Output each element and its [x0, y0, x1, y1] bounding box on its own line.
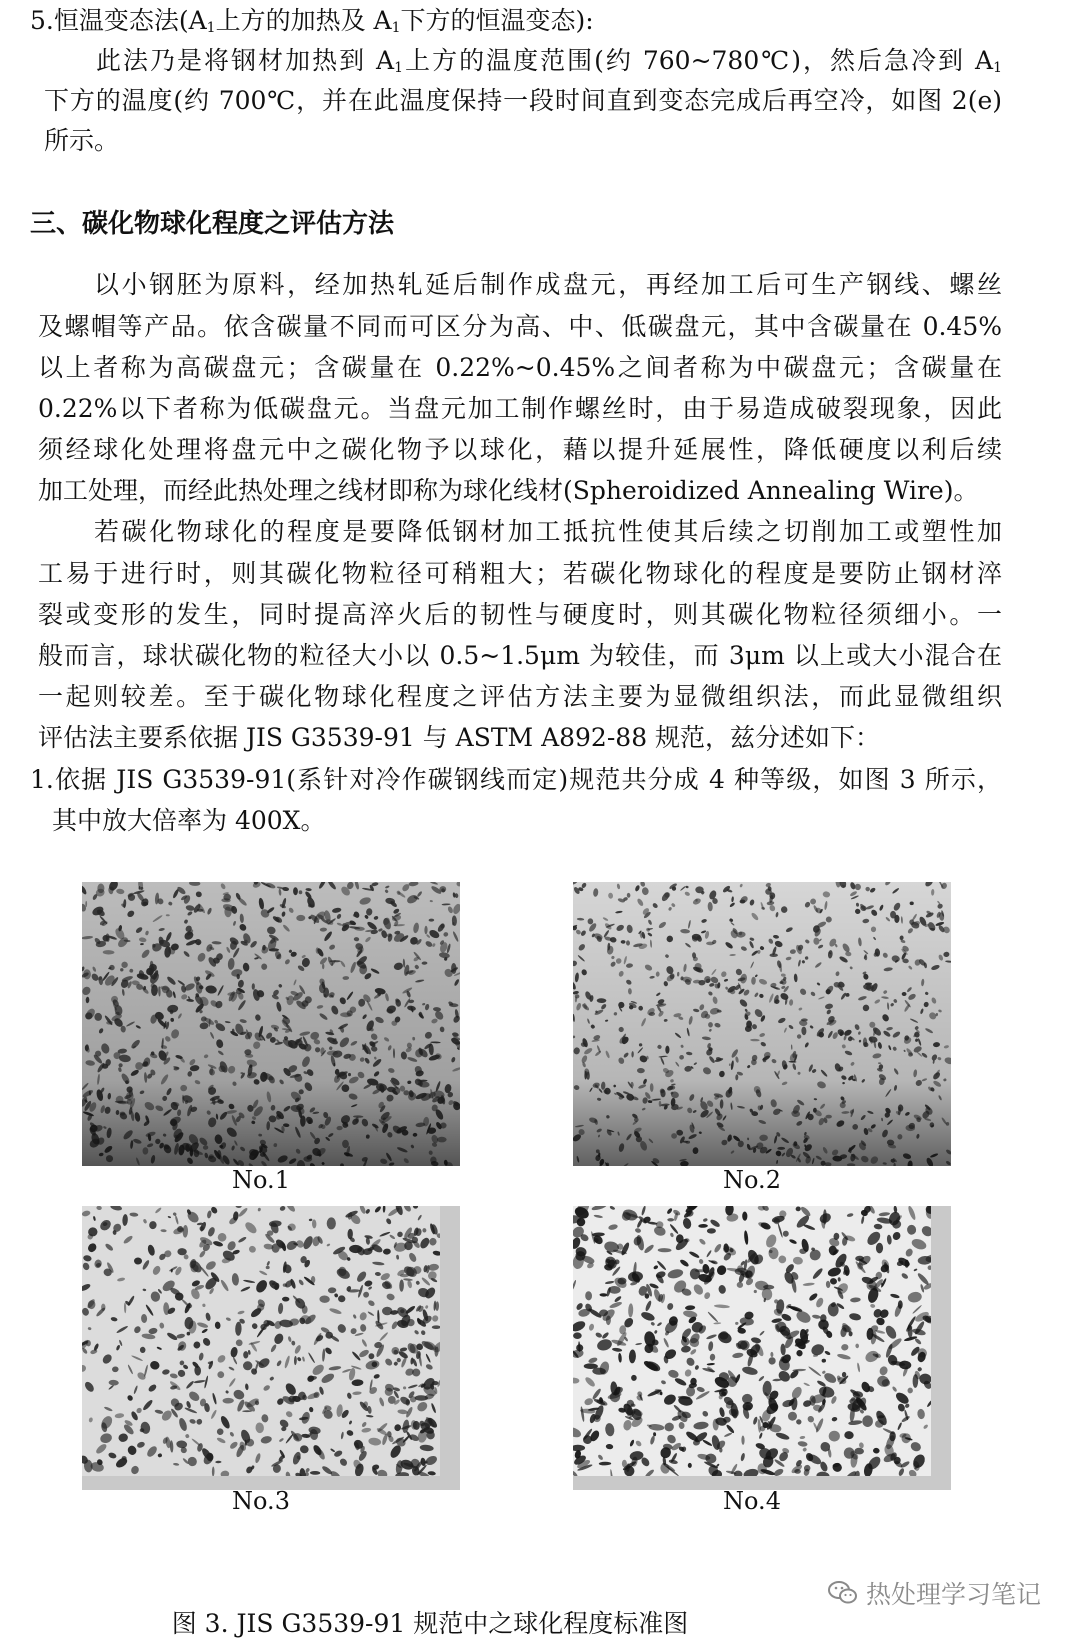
- carbide-particle: [573, 1332, 582, 1339]
- section5-paragraph-line: 下方的温度(约 700℃，并在此温度保持一段时间直到变态完成后再空冷，如图 2(e): [44, 86, 1002, 115]
- paragraph-line: 工易于进行时，则其碳化物粒径可稍粗大；若碳化物球化的程度是要防止钢材淬: [38, 559, 1002, 588]
- paragraph-line: 裂或变形的发生，同时提高淬火后的韧性与硬度时，则其碳化物粒径须细小。一: [38, 600, 1002, 629]
- carbide-particle: [829, 1431, 840, 1442]
- micrograph-no4: [573, 1206, 951, 1490]
- figure-label: No.4: [723, 1487, 781, 1515]
- carbide-particle: [382, 1307, 392, 1316]
- section5-title: 5.恒温变态法($A_1$上方的加热及 $A_1$下方的恒温变态):: [30, 6, 594, 36]
- section5-paragraph-line: 此法乃是将钢材加热到 $A_1$上方的温度范围(约 760~780℃)，然后急冷到 $A_1$: [96, 46, 1002, 76]
- section5-paragraph-line: 所示。: [44, 126, 120, 155]
- paragraph-line: 0.22%以下者称为低碳盘元。当盘元加工制作螺丝时，由于易造成破裂现象，因此: [38, 394, 1002, 423]
- micrograph-no1: [82, 882, 460, 1166]
- figure-caption: 图 3. JIS G3539-91 规范中之球化程度标准图: [171, 1609, 689, 1638]
- paragraph-line: 及螺帽等产品。依含碳量不同而可区分为高、中、低碳盘元，其中含碳量在 0.45%: [38, 312, 1002, 341]
- carbide-particle: [667, 1218, 674, 1221]
- paragraph-line: 以上者称为高碳盘元；含碳量在 0.22%~0.45%之间者称为中碳盘元；含碳量在: [38, 353, 1002, 382]
- carbide-particle: [656, 1221, 664, 1228]
- figure-label: No.1: [232, 1166, 290, 1194]
- paragraph-line: 须经球化处理将盘元中之碳化物予以球化，藉以提升延展性，降低硬度以利后续: [38, 435, 1002, 464]
- watermark-text: 热处理学习笔记: [866, 1580, 1042, 1609]
- paragraph-line: 以小钢胚为原料，经加热轧延后制作成盘元，再经加工后可生产钢线、螺丝: [94, 270, 1002, 299]
- paragraph-line: 般而言，球状碳化物的粒径大小以 0.5~1.5μm 为较佳，而 3μm 以上或大小混合在: [38, 641, 1002, 670]
- paragraph-line: 评估法主要系依据 JIS G3539-91 与 ASTM A892-88 规范，兹分述如下：: [38, 723, 881, 752]
- wechat-icon: [828, 1580, 858, 1606]
- carbide-particle: [898, 1300, 903, 1309]
- figure-label: No.3: [232, 1487, 290, 1515]
- list-item-line: 1.依据 JIS G3539-91(系针对冷作碳钢线而定)规范共分成 4 种等级，如图 3 所示，: [30, 765, 1002, 794]
- micrograph-no2: [573, 882, 951, 1166]
- carbide-particle: [794, 1469, 801, 1474]
- list-item-line: 其中放大倍率为 400X。: [52, 806, 326, 835]
- micrograph-no3: [82, 1206, 460, 1490]
- figure-label: No.2: [723, 1166, 781, 1194]
- paragraph-line: 加工处理，而经此热处理之线材即称为球化线材(Spheroidized Annealing Wire)。: [38, 476, 979, 505]
- carbide-particle: [862, 1415, 873, 1427]
- paragraph-line: 一起则较差。至于碳化物球化程度之评估方法主要为显微组织法，而此显微组织: [38, 682, 1002, 711]
- paragraph-line: 若碳化物球化的程度是要降低钢材加工抵抗性使其后续之切削加工或塑性加: [94, 517, 1002, 546]
- section-heading: 三、碳化物球化程度之评估方法: [30, 209, 395, 239]
